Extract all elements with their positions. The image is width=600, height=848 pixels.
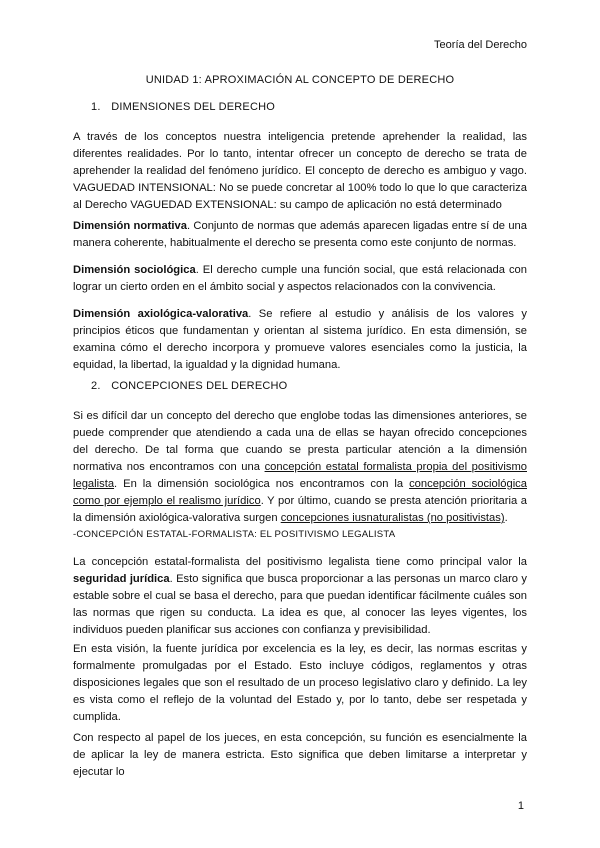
paragraph-axiologica: [73, 306, 527, 374]
paragraph-intro: A través de los conceptos nuestra inteligencia pretende aprehender la realidad, las diferentes realidades. Por lo tanto, intentar ofrecer un concepto de derecho se trata de aprehender la realidad del fenómeno jurídico. El concepto de derecho es ambiguo y vago. VAGUEDAD INTENSIONAL: No se puede concretar al 100% todo lo que lo que caracteriza al Derecho VAGUEDAD EXTENSIONAL: su campo de aplicación no está determinado: [73, 131, 527, 211]
link-concepcion-sociologica: concepción sociológica como por ejemplo el realismo jurídico: [73, 478, 527, 507]
paragraph-seguridad: [73, 554, 527, 639]
term-sociologica: Dimensión sociológica: [73, 264, 196, 276]
section-heading-1: [91, 99, 275, 116]
text-sociologica: . El derecho cumple una función social, que está relacionada con lograr un cierto orden en el ámbito social y aspectos relacionados con la convivencia.: [73, 264, 527, 293]
paragraph-fuente: En esta visión, la fuente jurídica por excelencia es la ley, es decir, las normas escritas y formalmente promulgadas por el Estado. Esto incluye códigos, reglamentos y otras disposiciones legales que son el resultado de un proceso legislativo claro y definido. La ley es vista como el reflejo de la voluntad del Estado y, por lo tanto, debe ser respetada y cumplida.: [73, 643, 527, 723]
text-normativa: . Conjunto de normas que además aparecen ligadas entre sí de una manera coherente, habitualmente el derecho se presenta como este conjunto de normas.: [73, 220, 528, 249]
paragraph-normativa: [73, 218, 527, 252]
subheading-positivismo: -CONCEPCIÓN ESTATAL-FORMALISTA: EL POSITIVISMO LEGALISTA: [73, 529, 396, 540]
seguridad-text-1: La concepción estatal-formalista del positivismo legalista tiene como principal valor la: [73, 556, 527, 568]
section-title: DIMENSIONES DEL DERECHO: [111, 101, 275, 113]
running-header: Teoría del Derecho: [434, 39, 527, 51]
page-number: 1: [517, 800, 524, 812]
term-normativa: Dimensión normativa: [73, 220, 187, 232]
term-axiologica: Dimensión axiológica-valorativa: [73, 308, 249, 320]
concepciones-text-2: . En la dimensión sociológica nos encontramos con la: [114, 478, 410, 490]
link-concepciones-iusnaturalistas: concepciones iusnaturalistas (no positivistas): [280, 512, 505, 524]
paragraph-sociologica: [73, 262, 527, 296]
section-number: 1.: [91, 101, 101, 113]
section-number: 2.: [91, 380, 101, 392]
section-heading-2: [91, 378, 287, 395]
unit-title: UNIDAD 1: APROXIMACIÓN AL CONCEPTO DE DERECHO: [145, 74, 455, 86]
paragraph-jueces: Con respecto al papel de los jueces, en esta concepción, su función es esencialmente la de aplicar la ley de manera estricta. Esto significa que deben limitarse a interpretar y ejecutar lo: [73, 732, 527, 778]
paragraph-concepciones: [73, 408, 527, 527]
concepciones-text-1: Si es difícil dar un concepto del derecho que englobe todas las dimensiones anteriores, se puede comprender que atendiendo a cada una de ellas se hayan ofrecido concepciones del derecho. De tal forma que cuando se presta particular atención a la dimensión normativa nos encontramos con una: [73, 410, 527, 473]
seguridad-text-2: . Esto significa que busca proporcionar a las personas un marco claro y estable sobre el cual se basa el derecho, para que puedan identificar fácilmente cuáles son las normas que rigen su conducta. La idea es que, al conocer las leyes vigentes, los individuos pueden planificar sus acciones con confianza y previsibilidad.: [73, 573, 527, 636]
section-title: CONCEPCIONES DEL DERECHO: [111, 380, 288, 392]
term-seguridad-juridica: seguridad jurídica: [73, 573, 170, 585]
concepciones-text-3: . Y por último, cuando se presta atención prioritaria a la dimensión axiológica-valorativa surgen: [73, 495, 527, 524]
text-axiologica: . Se refiere al estudio y análisis de los valores y principios éticos que fundamentan y orientan al sistema jurídico. En esta dimensión, se examina cómo el derecho incorpora y promueve valores esenciales como la justicia, la equidad, la libertad, la igualdad y la dignidad humana.: [73, 308, 527, 371]
link-concepcion-estatal: concepción estatal formalista propia del positivismo legalista: [73, 461, 527, 490]
concepciones-text-4: .: [504, 512, 508, 524]
